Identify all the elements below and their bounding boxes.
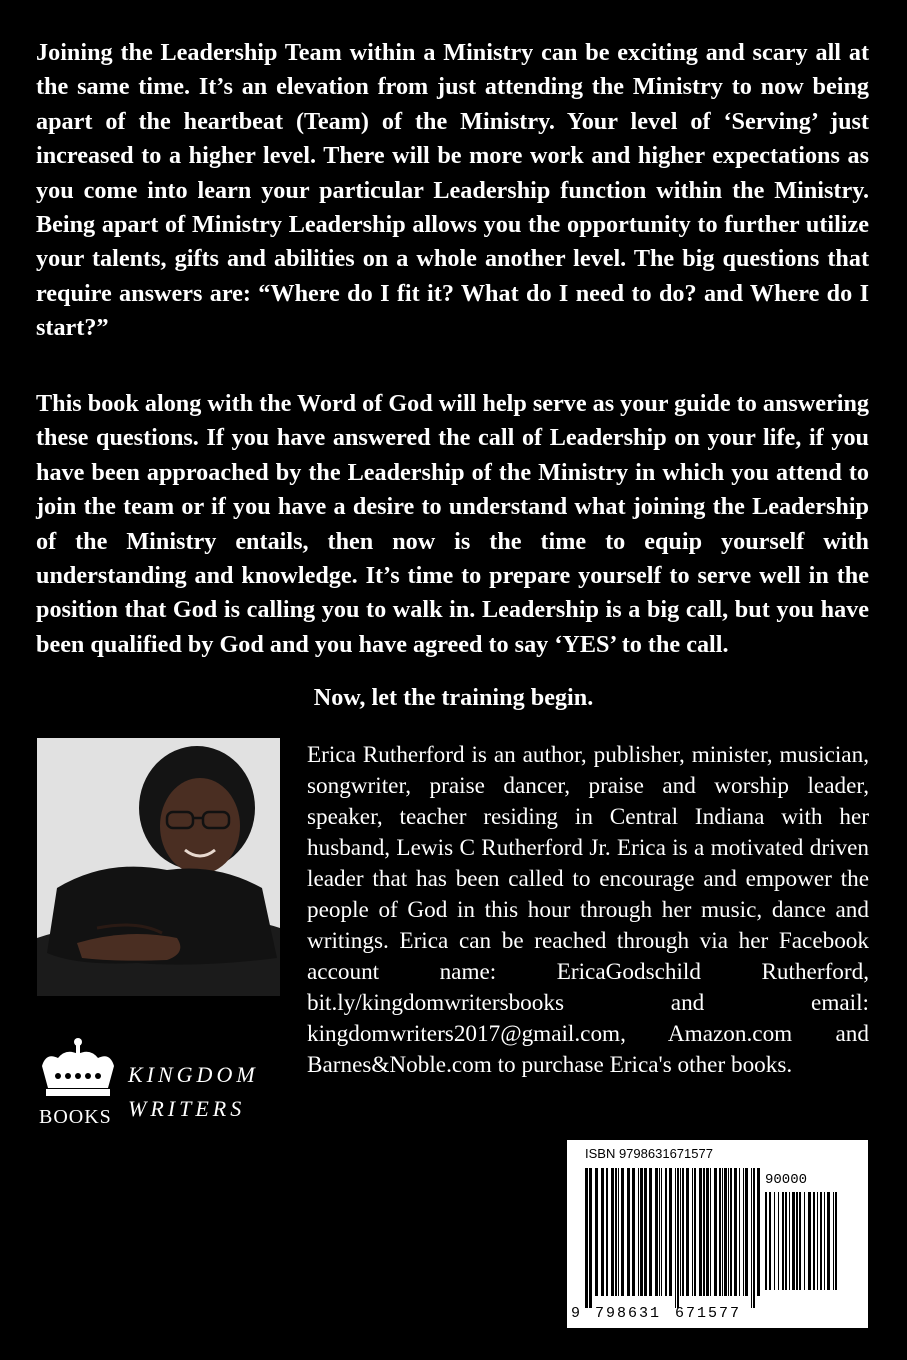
barcode-bar [739,1168,740,1296]
barcode-bar [589,1168,592,1308]
barcode-bar [824,1192,825,1290]
barcode-bar [820,1192,822,1290]
barcode-bar [611,1168,614,1296]
barcode-bar [774,1192,775,1290]
barcode-bar [665,1168,667,1296]
logo-kingdom-text: KINGDOM [128,1062,259,1087]
barcode-bars [585,1168,760,1308]
barcode-digits-left: 798631 [595,1305,662,1322]
barcode-bar [804,1192,805,1290]
barcode-bar [699,1168,702,1296]
barcode-bar [686,1168,689,1296]
barcode-bar [835,1192,837,1290]
barcode-bar [615,1168,617,1296]
barcode-bar [632,1168,635,1296]
barcode-bar [808,1192,811,1290]
barcode-bar [827,1192,830,1290]
barcode-bar [751,1168,752,1308]
barcode-bar [769,1192,771,1290]
barcode-bar [813,1192,815,1290]
barcode-bar [606,1168,608,1296]
author-photo [37,738,280,996]
barcode-bar [785,1192,787,1290]
barcode-bar [792,1192,795,1290]
barcode-bar [680,1168,681,1296]
barcode-bar [719,1168,721,1296]
barcode-bar [765,1192,767,1290]
barcode-bar [640,1168,643,1296]
barcode-bar [618,1168,619,1296]
barcode-bar [585,1168,588,1308]
barcode-bar [706,1168,709,1296]
crown-icon [36,1036,120,1102]
barcode-bar [621,1168,624,1296]
barcode-bar [728,1168,729,1296]
price-code: 90000 [765,1172,808,1188]
barcode-bar [778,1192,779,1290]
barcode-bar [753,1168,755,1308]
barcode-bar [659,1168,660,1296]
barcode-bar [796,1192,798,1290]
barcode-digits-right: 671577 [675,1305,742,1322]
barcode-bar [675,1168,676,1308]
barcode-bar [601,1168,604,1296]
author-bio: Erica Rutherford is an author, publisher, minister, musician, songwriter, praise dancer, praise and worship leader, speaker, teacher residing in Central Indiana with her husband, Lewis C Rutherford Jr. Erica is a motivated driven leader that has been called to encourage and empower the people of God in this hour through her music, dance and writings. Erica can be reached through via her Facebook account name: EricaGodschild Rutherford, bit.ly/kingdomwritersbooks and email: kingdomwriters2017@gmail.com, Amazon.com and Barnes&Noble.com to purchase Erica's other books. [307,742,869,1078]
barcode-bar [745,1168,748,1296]
barcode-digit-lead: 9 [571,1305,581,1322]
barcode-bar [730,1168,732,1296]
barcode-bar [661,1168,662,1296]
barcode-bar [595,1168,598,1296]
price-barcode-bars [765,1192,840,1302]
barcode-bar [722,1168,723,1296]
barcode-bar [669,1168,672,1296]
barcode-bar [734,1168,737,1296]
barcode-bar [655,1168,658,1296]
isbn-barcode [567,1140,868,1328]
isbn-label: ISBN 9798631671577 [585,1146,713,1161]
barcode-bar [710,1168,711,1296]
kingdom-writers-logo [36,1036,286,1136]
barcode-bar [799,1192,801,1290]
barcode-bar [743,1168,744,1296]
back-cover-paragraph-2: This book along with the Word of God will help serve as your guide to answering these questions. If you have answered the call of Leadership on your life, if you have been approached by the Leadership of the Ministry in which you attend to join the team or if you have a desire to understand what joining the Leadership of the Ministry entails, then now is the time to equip yourself with understanding and knowledge. It’s time to prepare yourself to serve well in the position that God is calling you to walk in. Leadership is a big call, but you have been qualified by God and you have agreed to say ‘YES’ to the call. [36,390,870,658]
barcode-bar [757,1168,760,1296]
back-cover-paragraph-1: Joining the Leadership Team within a Ministry can be exciting and scary all at the same time. It’s an elevation from just attending the Ministry to now being apart of the heartbeat (Team) of the Ministry. Your level of ‘Serving’ just increased to a higher level. There will be more work and higher expectations as you come into learn your particular Leadership function within the Ministry. Being apart of Ministry Leadership allows you the opportunity to further utilize your talents, gifts and abilities on a whole another level. The big questions that require answers are: “Where do I fit it? What do I need to do? and Where do I start?” [36,39,869,342]
logo-writers-text: WRITERS [128,1096,246,1121]
barcode-bar [677,1168,679,1308]
barcode-bar [649,1168,652,1296]
barcode-bar [694,1168,696,1296]
barcode-bar [714,1168,717,1296]
barcode-bar [627,1168,630,1296]
barcode-bar [692,1168,693,1296]
barcode-bar [682,1168,684,1296]
closing-line: Now, let the training begin. [313,684,594,711]
barcode-bar [703,1168,705,1296]
barcode-bar [782,1192,784,1290]
barcode-bar [638,1168,639,1296]
barcode-bar [724,1168,727,1296]
barcode-bar [817,1192,818,1290]
logo-books-text: BOOKS [39,1106,112,1128]
barcode-bar [789,1192,790,1290]
barcode-bar [833,1192,834,1290]
barcode-bar [644,1168,647,1296]
